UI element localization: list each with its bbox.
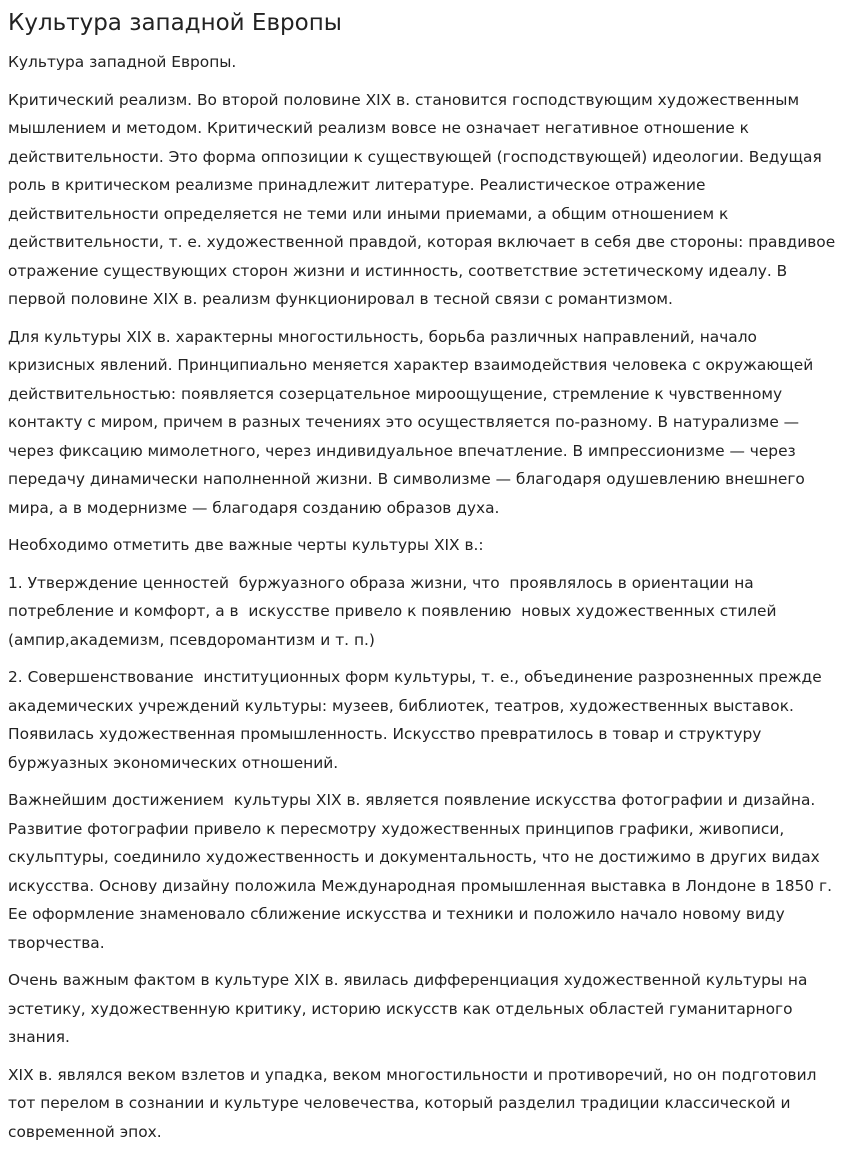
paragraph-photography-design: Важнейшим достижением культуры XIX в. является появление искусства фотографии и дизайна. Развитие фотографии привело к пересмотру художественных принципов графики, живописи, скульптуры, соединило художественность и документальность, что не достижимо в других видах искусства. Основу дизайну положила Международная промышленная выставка в Лондоне в 1850 г. Ее оформление знаменовало сближение искусства и техники и положило начало новому виду творчества. (8, 791, 837, 952)
paragraph-feature-1: 1. Утверждение ценностей буржуазного образа жизни, что проявлялось в ориентации на потребление и комфорт, а в искусстве привело к появлению новых художественных стилей (ампир,академизм, псевдоромантизм и т. п.) (8, 573, 782, 649)
paragraph-critical-realism: Критический реализм. Во второй половине XIX в. становится господствующим художественным мышлением и методом. Критический реализм вовсе не означает негативное отношение к действительности. Это форма оппозиции к существующей (господствующей) идеологии. Ведущая роль в критическом реализме принадлежит литературе. Реалистическое отражение действительности определяется не теми или иными приемами, а общим отношением к действительности, т. е. художественной правдой, которая включает в себя две стороны: правдивое отражение существующих сторон жизни и истинность, соответствие эстетическому идеалу. В первой половине XIX в. реализм функционировал в тесной связи с романтизмом. (8, 90, 836, 308)
paragraph-feature-2: 2. Совершенствование институционных форм культуры, т. е., объединение разрозненных прежде академических учреждений культуры: музеев, библиотек, театров, художественных выставок. Появилась художественная промышленность. Искусство превратилось в товар и структуру буржуазных экономических отношений. (8, 668, 827, 772)
paragraph-conclusion: XIX в. являлся веком взлетов и упадка, веком многостильности и противоречий, но он подготовил тот перелом в сознании и культуре человечества, который разделил традиции классической и современной эпох. (8, 1065, 817, 1141)
paragraph-xix-culture: Для культуры XIX в. характерны многостильность, борьба различных направлений, начало кризисных явлений. Принципиально меняется характер взаимодействия человека с окружающей действительностью: появляется созерцательное мироощущение, стремление к чувственному контакту с миром, причем в разных течениях это осуществляется по-разному. В натурализме — через фиксацию мимолетного, через индивидуальное впечатление. В импрессионизме — через передачу динамически наполненной жизни. В символизме — благодаря одушевлению внешнего мира, а в модернизме — благодаря созданию образов духа. (8, 327, 814, 517)
paragraph-differentiation: Очень важным фактом в культуре XIX в. явилась дифференциация художественной культуры на эстетику, художественную критику, историю искусств как отдельных областей гуманитарного знания. (8, 971, 808, 1046)
paragraph-intro: Культура западной Европы. (8, 53, 237, 71)
page-title: Культура западной Европы (8, 10, 342, 36)
paragraph-two-features-intro: Необходимо отметить две важные черты культуры XIX в.: (8, 536, 484, 554)
